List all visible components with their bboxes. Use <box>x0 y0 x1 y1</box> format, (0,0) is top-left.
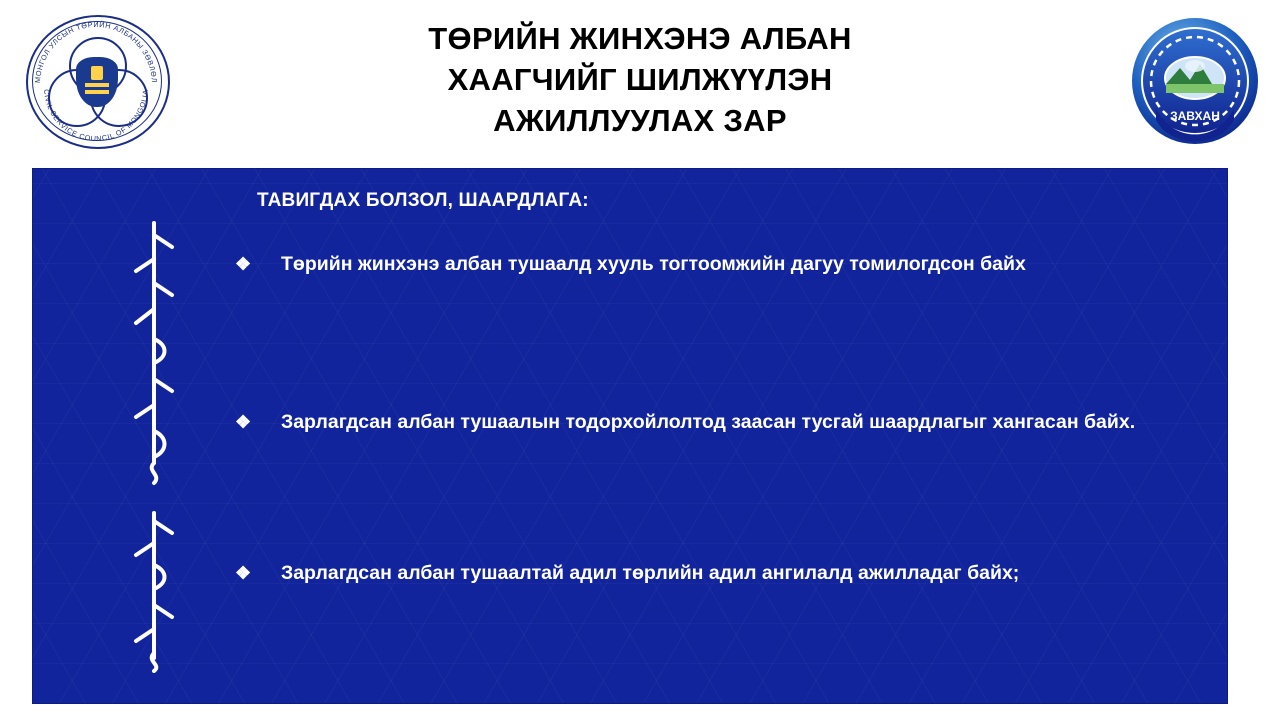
emblem-label: ЗАВХАН <box>1170 109 1220 123</box>
emblem-ground <box>1166 84 1224 93</box>
content-panel <box>32 168 1228 704</box>
slide-header <box>0 0 1280 160</box>
emblem-sky <box>1185 60 1205 72</box>
list-item <box>227 559 1212 589</box>
bullet-marker-icon: ❖ <box>235 563 252 584</box>
bullet-marker-icon: ❖ <box>235 254 252 274</box>
list-item-text: Төрийн жинхэнэ албан тушаалд хууль тогтоомжийн дагуу томилогдсон байх <box>281 253 1026 275</box>
requirements-list <box>227 250 1212 589</box>
page-title-line-2: ХААГЧИЙГ ШИЛЖҮҮЛЭН <box>447 62 833 98</box>
mongolian-script-decoration <box>124 213 194 673</box>
page-title-line-1: ТӨРИЙН ЖИНХЭНЭ АЛБАН <box>428 21 852 56</box>
list-item <box>227 408 1212 438</box>
svg-text:CIVIL SERVICE COUNCIL OF MONGO <box>42 89 150 143</box>
civil-service-council-of-mongolia-logo <box>18 13 178 148</box>
zavkhan-province-emblem <box>1130 16 1260 146</box>
list-item-text: Зарлагдсан албан тушаалтай адил төрлийн адил ангилалд ажилладаг байх; <box>281 562 1020 585</box>
page-title <box>200 18 1080 142</box>
bullet-marker-icon: ❖ <box>235 411 252 432</box>
logo-arc-text-bottom: CIVIL SERVICE COUNCIL OF MONGOLIA <box>41 88 151 144</box>
logo-arc-text <box>18 13 178 148</box>
list-item <box>227 250 1212 280</box>
page-title-line-3: АЖИЛЛУУЛАХ ЗАР <box>493 103 787 139</box>
logo-arc-text-top: МОНГОЛ УЛСЫН ТӨРИЙН АЛБАНЫ ЗӨВЛӨЛ <box>32 19 160 84</box>
requirements-subheading: ТАВИГДАХ БОЛЗОЛ, ШААРДЛАГА: <box>257 190 589 211</box>
mongolian-script-glyphs <box>124 213 194 673</box>
list-item-text: Зарлагдсан албан тушаалын тодорхойлолтод заасан тусгай шаардлагыг хангасан байх. <box>281 410 1136 433</box>
svg-text:МОНГОЛ УЛСЫН ТӨРИЙН АЛБАНЫ ЗӨВ <box>33 20 159 83</box>
